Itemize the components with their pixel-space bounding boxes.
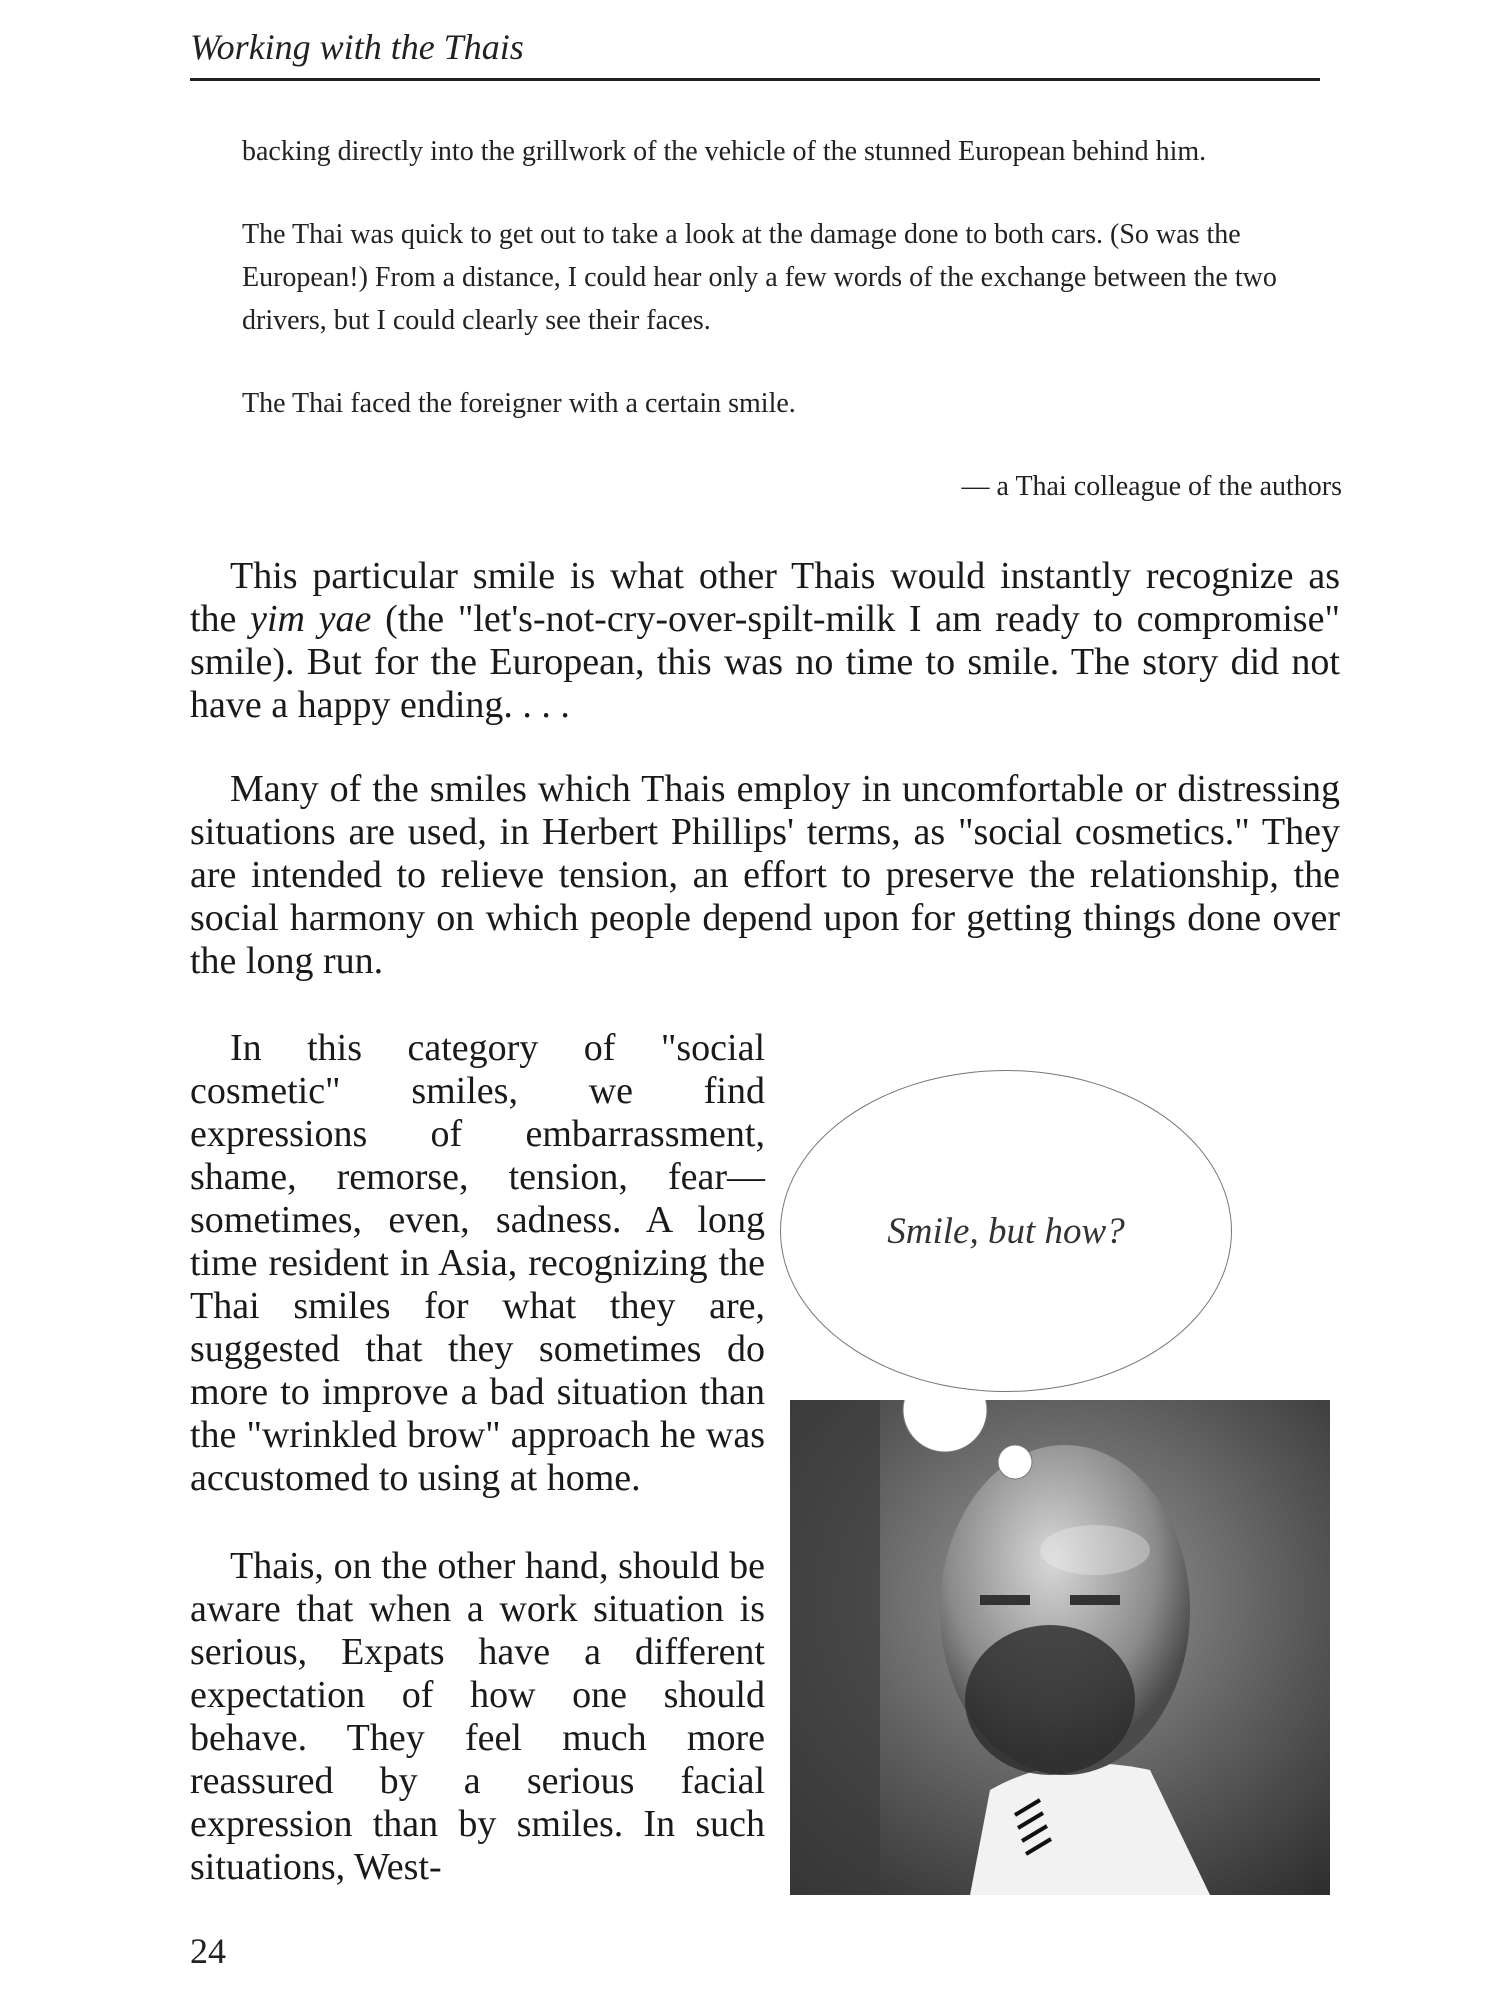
paragraph-text: This particular smile is what other Thais would instantly recognize as the bbox=[190, 555, 1340, 640]
page-number: 24 bbox=[190, 1931, 226, 1971]
header-rule bbox=[190, 78, 1320, 81]
body-paragraph-1 bbox=[190, 555, 1340, 727]
paragraph-text: Thais, on the other hand, should be aware that when a work situation is serious, Expats have a different expectation of how one should behave. They feel much more reassured by a serious facial expression than by smiles. In such situations, West- bbox=[190, 1545, 765, 1888]
thai-term: yim yae bbox=[250, 598, 372, 640]
paragraph-text: In this category of "social cosmetic" smiles, we find expressions of embarrassment, shame, remorse, tension, fear—sometimes, even, sadness. A long time resident in Asia, recognizing the Thai smiles for what they are, suggested that they sometimes do more to improve a bad situation than the "wrinkled brow" approach he was accustomed to using at home. bbox=[190, 1027, 765, 1499]
quote-attribution: — a Thai colleague of the authors bbox=[961, 471, 1342, 502]
thought-bubble bbox=[780, 1070, 1232, 1392]
body-paragraph-2 bbox=[190, 768, 1340, 983]
paragraph-text: Many of the smiles which Thais employ in uncomfortable or distressing situations are used, in Herbert Phillips' terms, as "social cosmetics." They are intended to relieve tension, an effort to preserve the relationship, the social harmony on which people depend upon for getting things done over the long run. bbox=[190, 768, 1340, 982]
paragraph-text: (the "let's-not-cry-over-spilt-milk I am ready to compromise" smile). But for the European, this was no time to smile. The story did not have a happy ending. . . . bbox=[190, 598, 1340, 726]
thought-bubble-text: Smile, but how? bbox=[887, 1210, 1125, 1252]
man-photo bbox=[790, 1400, 1330, 1895]
quote-paragraph: backing directly into the grillwork of the vehicle of the stunned European behind him. bbox=[242, 136, 1207, 167]
quote-paragraph: The Thai faced the foreigner with a certain smile. bbox=[242, 388, 796, 419]
quoted-passage bbox=[242, 130, 1342, 548]
body-paragraph-4 bbox=[190, 1545, 765, 1889]
body-paragraph-3 bbox=[190, 1027, 765, 1500]
quote-paragraph: The Thai was quick to get out to take a look at the damage done to both cars. (So was the European!) From a distance, I could hear only a few words of the exchange between the two drivers, but I could clearly see their faces. bbox=[242, 219, 1277, 336]
man-photo-illustration bbox=[790, 1400, 1330, 1895]
running-head-title: Working with the Thais bbox=[190, 27, 524, 67]
